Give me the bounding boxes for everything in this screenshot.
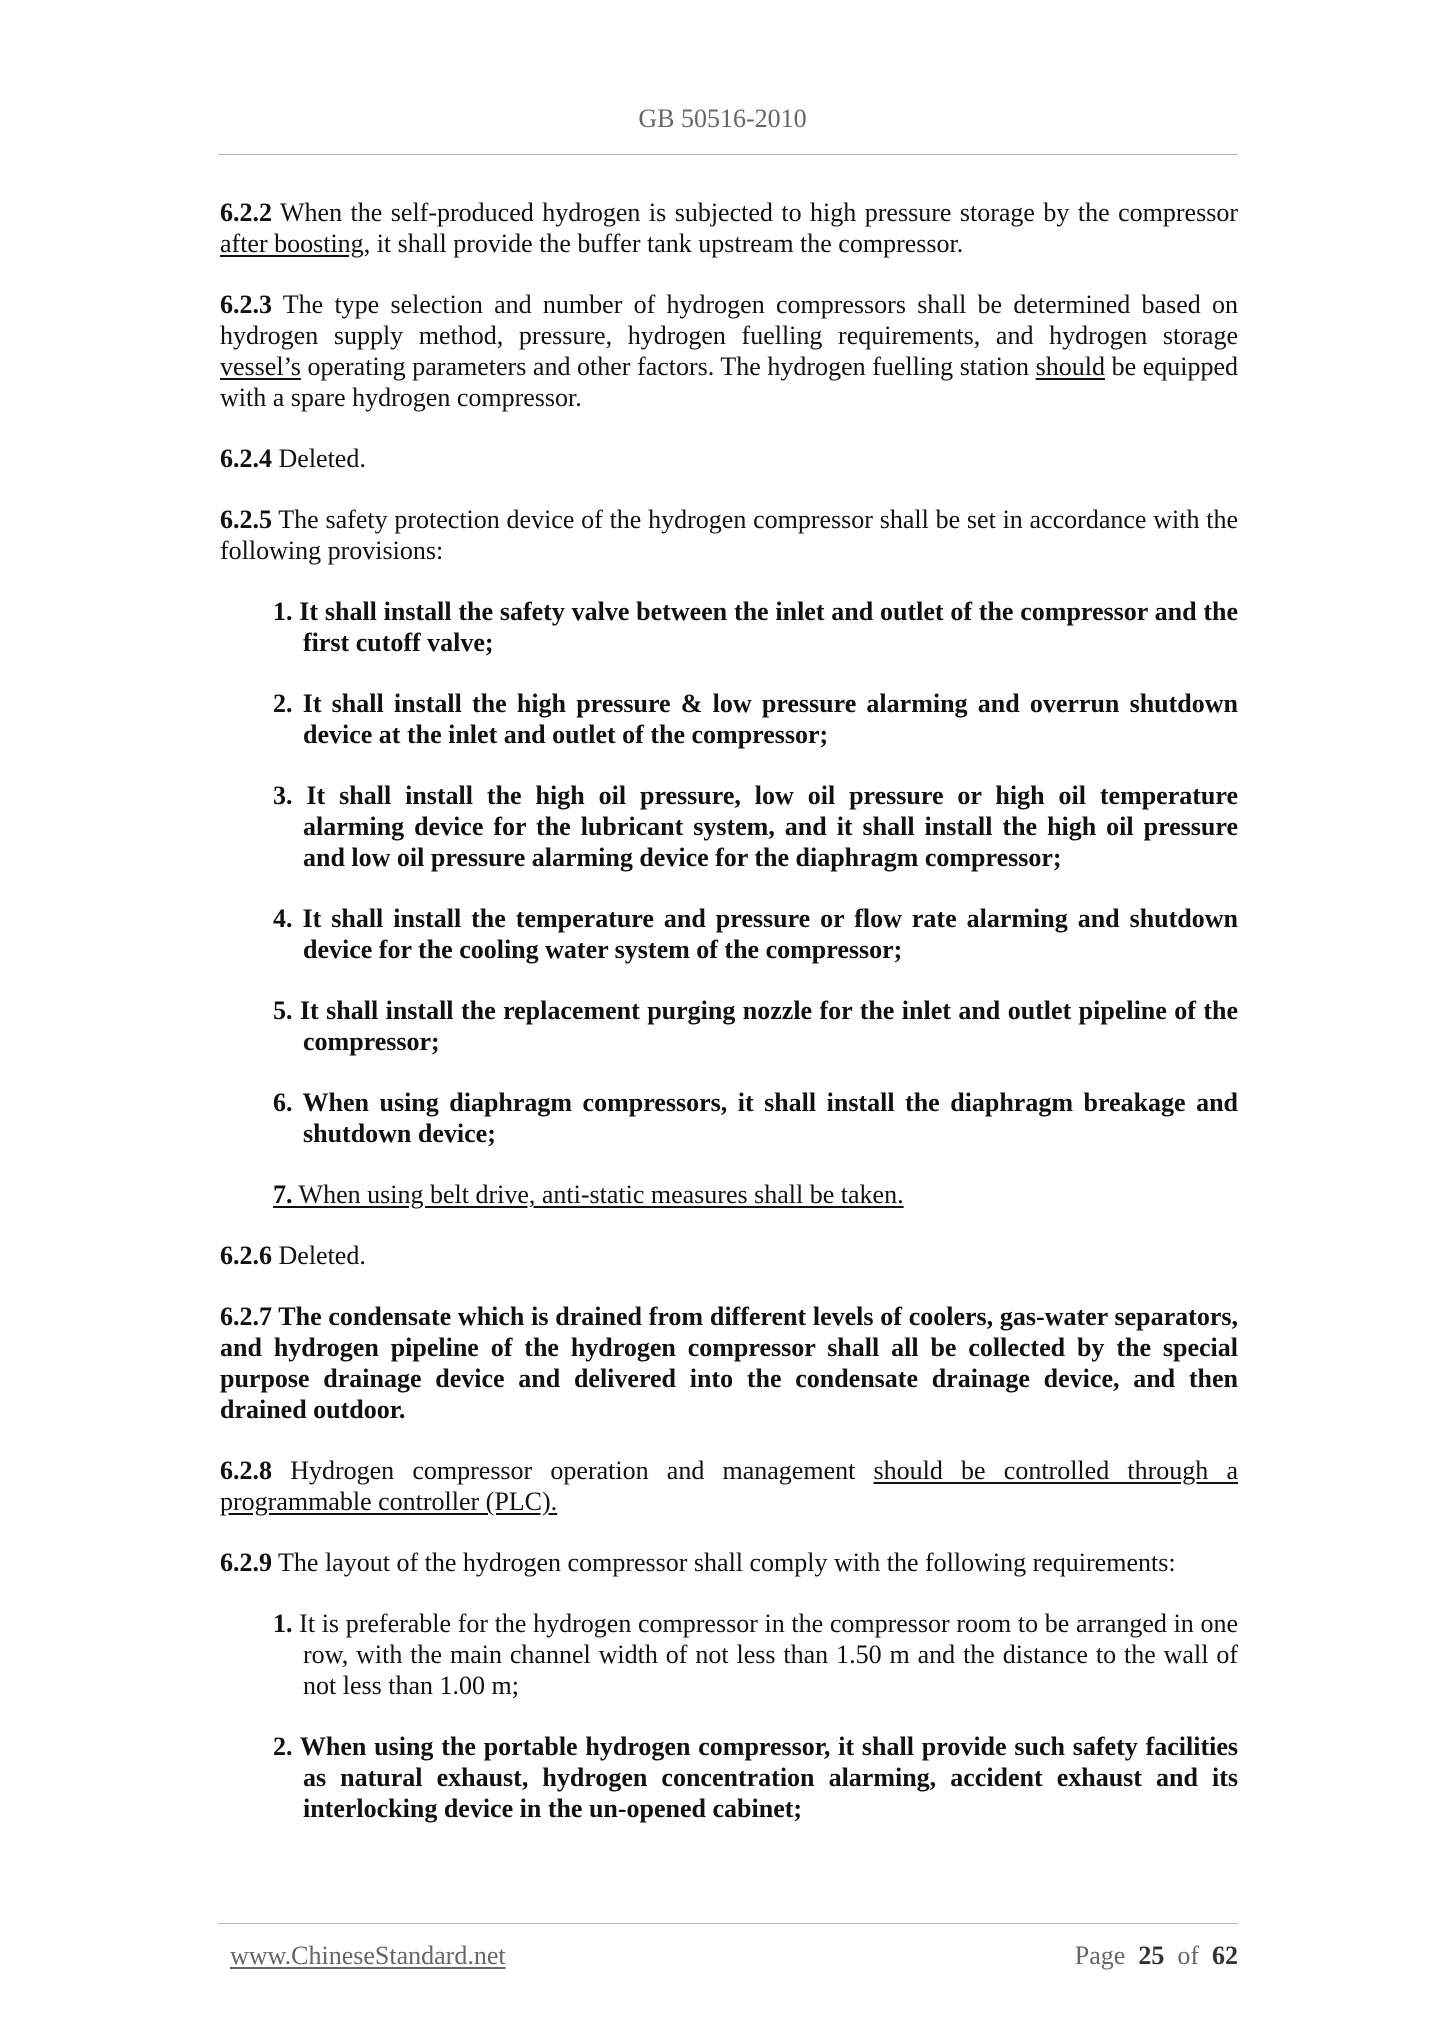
header-divider [218, 154, 1238, 155]
footer-divider [218, 1923, 1238, 1924]
list-item: 6. When using diaphragm compressors, it shall install the diaphragm breakage and shutdown device; [273, 1088, 1238, 1148]
document-header: GB 50516-2010 [638, 104, 807, 133]
clause-6-2-8: 6.2.8 Hydrogen compressor operation and management should be controlled through a programmable controller (PLC). [220, 1456, 1239, 1516]
list-item: 5. It shall install the replacement purging nozzle for the inlet and outlet pipeline of the compressor; [273, 996, 1238, 1056]
document-body [220, 197, 1238, 1854]
clause-6-2-5: 6.2.5 The safety protection device of the hydrogen compressor shall be set in accordance with the following provisions: [220, 505, 1238, 565]
clause-6-2-7: 6.2.7 The condensate which is drained from different levels of coolers, gas-water separators, and hydrogen pipeline of the hydrogen compressor shall all be collected by the special purpose drainage device and delivered into the condensate drainage device, and then drained outdoor. [220, 1302, 1238, 1424]
clause-6-2-9: 6.2.9 The layout of the hydrogen compressor shall comply with the following requirements: [220, 1548, 1176, 1577]
clause-number: 6.2.3 [220, 290, 272, 319]
clause-6-2-5-list [273, 596, 1238, 1210]
list-item: 1. It shall install the safety valve between the inlet and outlet of the compressor and the first cutoff valve; [273, 597, 1238, 657]
list-item: 3. It shall install the high oil pressure, low oil pressure or high oil temperature alarming device for the lubricant system, and it shall install the high oil pressure and low oil pressure alarming device for the diaphragm compressor; [273, 781, 1238, 872]
clause-6-2-4: 6.2.4 Deleted. [220, 444, 366, 473]
clause-number: 6.2.8 [220, 1456, 272, 1485]
clause-number: 6.2.6 [220, 1241, 272, 1270]
list-item: 4. It shall install the temperature and pressure or flow rate alarming and shutdown device for the cooling water system of the compressor; [273, 904, 1238, 964]
list-item: 1. It is preferable for the hydrogen compressor in the compressor room to be arranged in one row, with the main channel width of not less than 1.50 m and the distance to the wall of not less than 1.00 m; [273, 1609, 1238, 1700]
clause-number: 6.2.5 [220, 505, 272, 534]
clause-number: 6.2.2 [220, 198, 272, 227]
clause-6-2-3: 6.2.3 The type selection and number of hydrogen compressors shall be determined based on hydrogen supply method, pressure, hydrogen fuelling requirements, and hydrogen storage vessel’s operating parameters and other factors. The hydrogen fuelling station should be equipped with a spare hydrogen compressor. [220, 290, 1239, 412]
clause-number: 6.2.9 [220, 1548, 272, 1577]
clause-6-2-2: 6.2.2 When the self-produced hydrogen is subjected to high pressure storage by the compressor after boosting, it shall provide the buffer tank upstream the compressor. [220, 198, 1238, 258]
clause-number: 6.2.4 [220, 444, 272, 473]
clause-6-2-6: 6.2.6 Deleted. [220, 1241, 366, 1270]
website-link[interactable]: www.ChineseStandard.net [230, 1941, 506, 1970]
page-number: Page 25 of 62 [1074, 1941, 1238, 1970]
list-item: 2. It shall install the high pressure & low pressure alarming and overrun shutdown device at the inlet and outlet of the compressor; [273, 689, 1238, 749]
list-item: 2. When using the portable hydrogen compressor, it shall provide such safety facilities as natural exhaust, hydrogen concentration alarming, accident exhaust and its interlocking device in the un-opened cabinet; [273, 1732, 1238, 1823]
clause-6-2-9-list [273, 1608, 1238, 1824]
list-item: 7. When using belt drive, anti-static measures shall be taken. [273, 1180, 904, 1209]
